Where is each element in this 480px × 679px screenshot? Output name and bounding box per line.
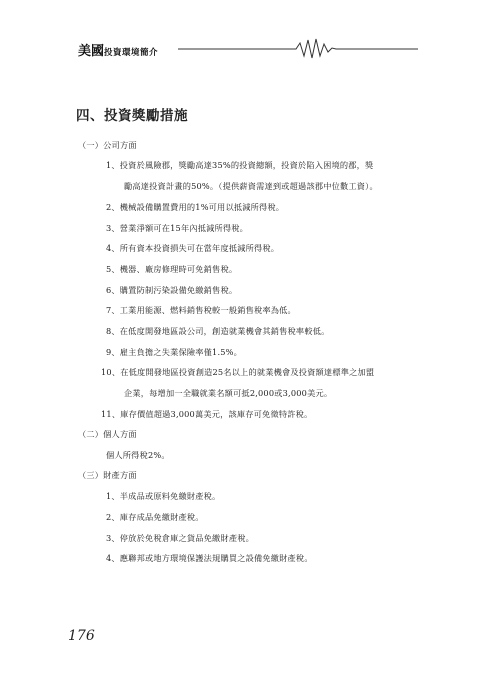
company-item-10-cont: 企業，每增加一全職就業名額可抵2,000或3,000美元。 [124, 388, 333, 398]
company-item-8: 8、在低度開發地區設公司，創造就業機會其銷售稅率較低。 [106, 326, 330, 336]
category-property: （三）財產方面 [78, 470, 137, 480]
header-title [78, 40, 158, 59]
category-personal: （二）個人方面 [78, 429, 137, 439]
company-item-3: 3、營業淨額可在15年內抵減所得稅。 [106, 223, 249, 233]
page-number: 176 [68, 628, 95, 644]
company-item-4: 4、所有資本投資損失可在當年度抵減所得稅。 [106, 243, 280, 253]
header-title-subtitle: 投資環境簡介 [104, 48, 159, 58]
category-company: （一）公司方面 [78, 140, 137, 150]
property-item-4: 4、應聯邦或地方環境保護法規購買之設備免繳財產稅。 [106, 553, 313, 563]
company-item-7: 7、工業用能源、燃料銷售稅較一般銷售稅率為低。 [106, 305, 296, 315]
property-item-3: 3、停放於免稅倉庫之貨品免繳財產稅。 [106, 533, 254, 543]
running-header [78, 36, 418, 60]
section-title: 四、投資獎勵措施 [76, 108, 188, 124]
company-item-5: 5、機器、廠房修理時可免銷售稅。 [106, 264, 238, 274]
property-item-2: 2、庫存成品免繳財產稅。 [106, 512, 204, 522]
property-item-1: 1、半成品或原料免繳財產稅。 [106, 491, 221, 501]
header-wave-line [178, 36, 418, 60]
personal-item-1: 個人所得稅2%。 [106, 450, 170, 460]
header-title-country: 美國 [78, 44, 105, 59]
company-item-10: 10、在低度開發地區投資創造25名以上的就業機會及投資額達標準之加盟 [101, 367, 375, 377]
company-item-1-cont: 勵高達投資計畫的50%。（提供薪資需達到或超過該郡中位數工資）。 [124, 181, 378, 191]
company-item-11: 11、庫存價值超過3,000萬美元，該庫存可免徵特許稅。 [101, 409, 313, 419]
company-item-2: 2、機械設備購置費用的1%可用以抵減所得稅。 [106, 202, 285, 212]
company-item-9: 9、雇主負擔之失業保險率僅1.5%。 [106, 347, 243, 357]
company-item-6: 6、購置防制污染設備免繳銷售稅。 [106, 285, 238, 295]
company-item-1: 1、投資於風險郡，獎勵高達35%的投資總額，投資於陷入困境的郡，獎 [106, 160, 374, 170]
